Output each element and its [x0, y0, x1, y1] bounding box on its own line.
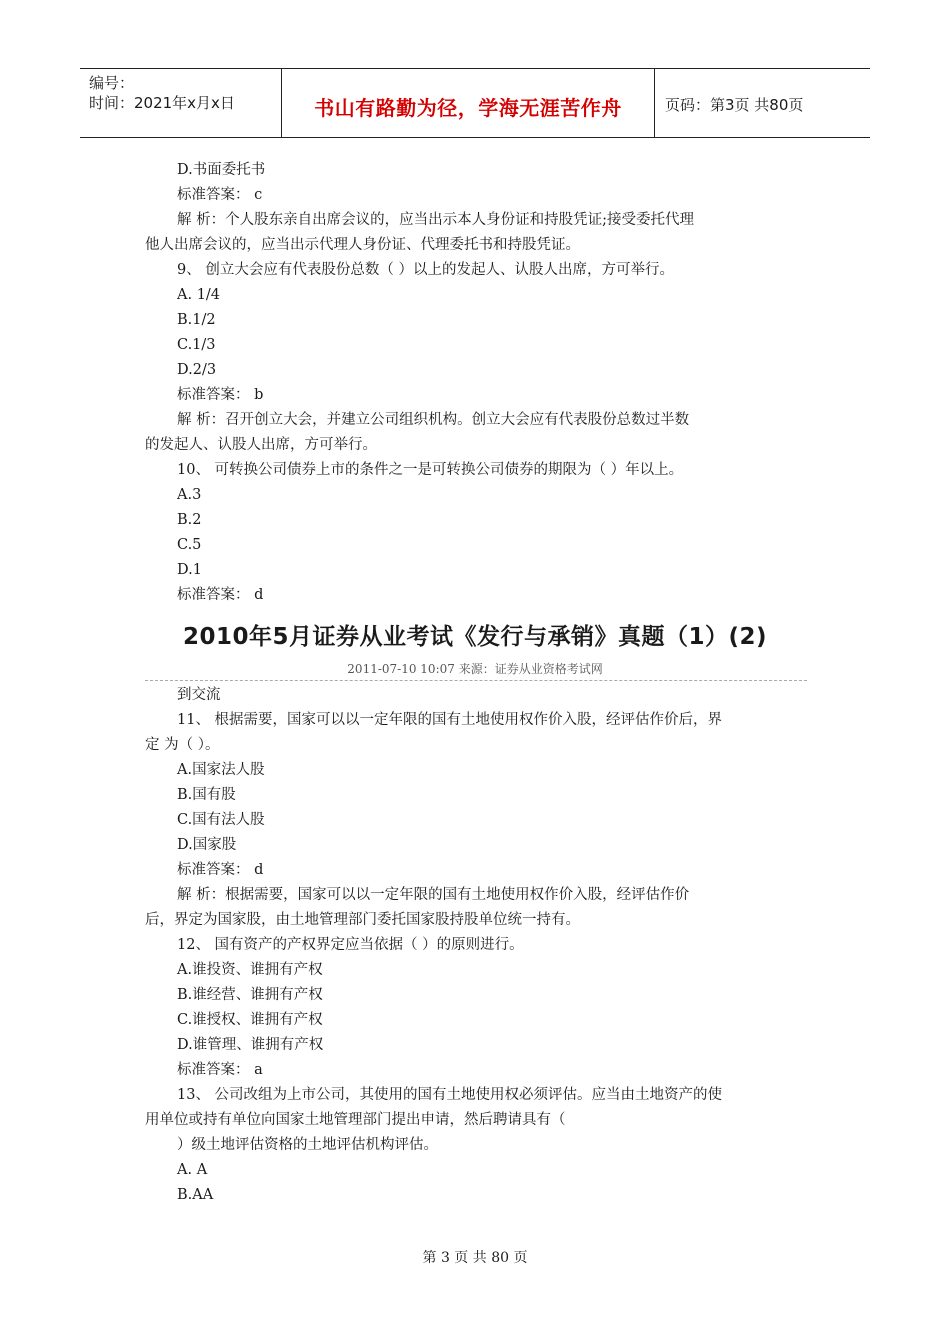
analysis-continuation: 后，界定为国家股，由土地管理部门委托国家股持股单位统一持有。 — [145, 912, 580, 928]
option-a: A. 1/4 — [177, 287, 221, 303]
answer-line: 标准答案： c — [177, 187, 263, 203]
analysis-line: 解 析：召开创立大会，并建立公司组织机构。创立大会应有代表股份总数过半数 — [177, 412, 690, 428]
option-d: D.书面委托书 — [177, 162, 266, 178]
analysis-continuation: 的发起人、认股人出席，方可举行。 — [145, 437, 377, 453]
option-d: D.国家股 — [177, 837, 237, 853]
question-10: 10、 可转换公司债券上市的条件之一是可转换公司债券的期限为（ ）年以上。 — [177, 462, 684, 478]
option-d: D.谁管理、谁拥有产权 — [177, 1037, 324, 1053]
document-number-label: 编号： — [89, 74, 135, 92]
option-c: C.1/3 — [177, 337, 216, 353]
option-b: B.谁经营、谁拥有产权 — [177, 987, 323, 1003]
question-continuation: ）级土地评估资格的土地评估机构评估。 — [177, 1137, 438, 1153]
question-continuation: 定 为（ ）。 — [145, 737, 220, 753]
motto-text: 书山有路勤为径，学海无涯苦作舟 — [314, 96, 622, 120]
option-a: A.国家法人股 — [177, 762, 265, 778]
document-date-label: 时间：2021年x月x日 — [89, 94, 235, 112]
option-d: D.1 — [177, 562, 202, 578]
question-9: 9、 创立大会应有代表股份总数（ ）以上的发起人、认股人出席，方可举行。 — [177, 262, 674, 278]
page-footer: 第 3 页 共 80 页 — [422, 1250, 528, 1266]
option-b: B.国有股 — [177, 787, 236, 803]
section-title: 2010年5月证券从业考试《发行与承销》真题（1）(2) — [182, 624, 768, 650]
answer-line: 标准答案： b — [177, 387, 264, 403]
option-c: C.5 — [177, 537, 202, 553]
question-12: 12、 国有资产的产权界定应当依据（ ）的原则进行。 — [177, 937, 524, 953]
question-continuation: 用单位或持有单位向国家土地管理部门提出申请，然后聘请具有（ — [145, 1112, 566, 1128]
option-a: A. A — [177, 1162, 208, 1178]
text-fragment: 到交流 — [177, 687, 221, 703]
page-header — [80, 68, 870, 138]
analysis-continuation: 他人出席会议的，应当出示代理人身份证、代理委托书和持股凭证。 — [145, 237, 580, 253]
question-13: 13、 公司改组为上市公司，其使用的国有土地使用权必须评估。应当由土地资产的使 — [177, 1087, 723, 1103]
question-11: 11、 根据需要，国家可以以一定年限的国有土地使用权作价入股，经评估作价后，界 — [177, 712, 723, 728]
header-page-cell — [655, 69, 870, 137]
option-a: A.3 — [177, 487, 202, 503]
page-number-info: 页码：第3页 共80页 — [665, 96, 804, 114]
header-motto-cell — [282, 69, 655, 137]
dashed-divider — [145, 680, 807, 681]
option-b: B.2 — [177, 512, 202, 528]
option-b: B.1/2 — [177, 312, 216, 328]
option-a: A.谁投资、谁拥有产权 — [177, 962, 323, 978]
option-c: C.国有法人股 — [177, 812, 265, 828]
analysis-line: 解 析：根据需要，国家可以以一定年限的国有土地使用权作价入股，经评估作价 — [177, 887, 690, 903]
analysis-line: 解 析：个人股东亲自出席会议的，应当出示本人身份证和持股凭证;接受委托代理 — [177, 212, 694, 228]
option-c: C.谁授权、谁拥有产权 — [177, 1012, 323, 1028]
header-info-cell — [80, 69, 282, 137]
option-b: B.AA — [177, 1187, 214, 1203]
article-meta: 2011-07-10 10:07 来源：证券从业资格考试网 — [347, 662, 603, 676]
answer-line: 标准答案： d — [177, 862, 264, 878]
option-d: D.2/3 — [177, 362, 217, 378]
answer-line: 标准答案： a — [177, 1062, 263, 1078]
answer-line: 标准答案： d — [177, 587, 264, 603]
